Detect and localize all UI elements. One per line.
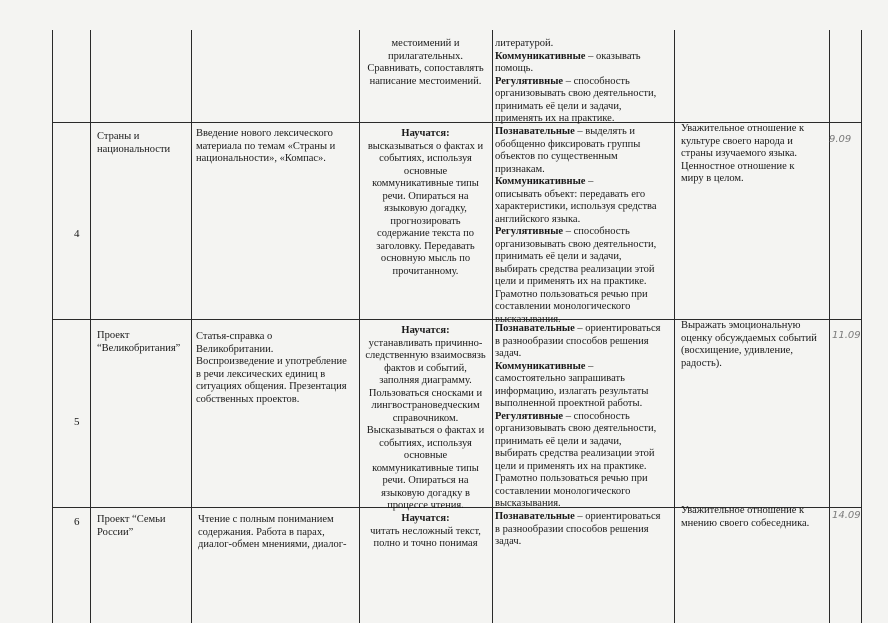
text-line: справочником.	[392, 412, 459, 424]
text-line: прочитанному.	[392, 265, 459, 277]
text-line: Регулятивные – способность	[495, 410, 630, 422]
personal-cell	[681, 123, 804, 186]
text-line: организовывать свою деятельности,	[495, 423, 657, 434]
text-line: выбирать средства реализации этой	[495, 263, 655, 275]
text-line: Уважительное отношение к	[681, 505, 805, 516]
text-line: высказывания.	[495, 498, 561, 509]
learn-cell	[360, 325, 491, 513]
text-line: Введение нового лексического	[196, 128, 333, 139]
topic-cell	[97, 131, 170, 156]
text-line: Грамотно пользоваться речью при	[495, 473, 648, 484]
text-line: лингвострановедческим	[371, 400, 480, 411]
row-number: 5	[74, 416, 80, 428]
date-mark: 11.09	[832, 330, 861, 341]
text-line: Страны и	[97, 131, 140, 142]
text-line: Пользоваться сносками и	[368, 387, 483, 399]
text-line: применять их на практике.	[495, 113, 615, 124]
date-mark: 9.09	[829, 134, 852, 145]
text-line: в речи лексических единиц в	[196, 368, 326, 380]
text-line: задач.	[495, 536, 522, 547]
text-line: коммуникативные типы	[372, 462, 479, 474]
learn-heading: Научатся:	[401, 325, 450, 336]
topic-cell	[97, 330, 180, 355]
text-line: заполняя диаграмму.	[379, 375, 472, 386]
uud-cell	[495, 126, 657, 326]
grid-line	[52, 30, 53, 623]
grid-line	[829, 30, 830, 623]
text-line: следственную взаимосвязь	[365, 350, 486, 361]
grid-line	[90, 30, 91, 623]
text-line: выполненной проектной работы.	[495, 398, 643, 409]
text-line: Познавательные – выделять и	[495, 126, 635, 137]
text-line: в разнообразии способов решения	[495, 523, 649, 535]
text-line: речи. Опираться на	[382, 475, 469, 486]
text-line: речи. Опираться на	[382, 190, 469, 202]
text-line: радость).	[681, 357, 722, 369]
grid-line	[674, 30, 675, 623]
content-cell	[198, 514, 347, 552]
learn-cell	[360, 513, 491, 551]
text-line: основную мысль по	[380, 253, 471, 264]
text-line: Регулятивные – способность	[495, 226, 630, 237]
text-line: основные	[403, 450, 448, 461]
text-line: организовывать свою деятельности,	[495, 238, 657, 250]
text-line: описывать объект: передавать его	[495, 188, 646, 200]
text-line: Выражать эмоциональную	[681, 320, 801, 331]
text-line: России”	[97, 526, 134, 538]
text-line: Коммуникативные –	[495, 360, 594, 372]
text-line: прилагательных.	[388, 50, 463, 62]
text-line: задач.	[495, 348, 522, 359]
text-line: культуре своего народа и	[681, 135, 793, 147]
personal-cell	[681, 320, 817, 370]
text-line: собственных проектов.	[196, 393, 300, 405]
text-line: цели и применять их на практике.	[495, 276, 647, 287]
text-line: составлении монологического	[495, 485, 631, 497]
text-line: коммуникативные типы	[372, 178, 479, 189]
text-line: Ценностное отношение к	[681, 160, 795, 172]
row-number: 6	[74, 516, 80, 528]
text-line: ситуациях общения. Презентация	[196, 381, 347, 392]
text-line: Грамотно пользоваться речью при	[495, 288, 648, 300]
date-mark: 14.09	[832, 510, 861, 521]
text-line: заголовку. Передавать	[376, 240, 475, 252]
topic-cell	[97, 514, 166, 539]
uud-cell	[495, 511, 660, 549]
text-line: признакам.	[495, 163, 545, 175]
text-line: национальности», «Компас».	[196, 153, 326, 164]
text-line: написание местоимений.	[369, 75, 482, 87]
text-line: объектов по существенным	[495, 151, 618, 162]
text-line: национальности	[97, 143, 171, 155]
text-line: материала по темам «Страны и	[196, 140, 336, 152]
prev-learn-cell	[360, 38, 491, 88]
text-line: страны изучаемого языка.	[681, 148, 798, 159]
text-line: организовывать свою деятельности,	[495, 88, 657, 99]
grid-line	[492, 30, 493, 623]
text-line: Чтение с полным пониманием	[198, 514, 334, 525]
text-line: составлении монологического	[495, 301, 631, 312]
text-line: содержание текста по	[377, 228, 474, 239]
text-line: Познавательные – ориентироваться	[495, 323, 661, 334]
uud-cell	[495, 323, 660, 511]
text-line: Познавательные – ориентироваться	[495, 511, 661, 522]
text-line: принимать её цели и задачи,	[495, 251, 622, 262]
text-line: Проект	[97, 330, 130, 341]
text-line: цели и применять их на практике.	[495, 460, 647, 472]
personal-cell	[681, 505, 809, 530]
text-line: оценку обсуждаемых событий	[681, 332, 817, 344]
text-line: Коммуникативные – оказывать	[495, 50, 641, 62]
text-line: Высказываться о фактах и	[366, 425, 485, 436]
text-line: устанавливать причинно-	[368, 337, 483, 349]
text-line: обобщенно фиксировать группы	[495, 138, 641, 150]
text-line: содержания. Работа в парах,	[198, 526, 325, 538]
text-line: информацию, излагать результаты	[495, 385, 649, 397]
content-cell	[196, 128, 335, 166]
text-line: самостоятельно запрашивать	[495, 373, 625, 384]
text-line: Воспроизведение и употребление	[196, 356, 347, 367]
learn-heading: Научатся:	[401, 513, 450, 524]
text-line: высказывания.	[495, 313, 561, 325]
text-line: характеристики, используя средства	[495, 201, 657, 212]
text-line: языковую догадку,	[384, 203, 467, 214]
text-line: Статья-справка о	[196, 331, 273, 342]
text-line: событиях, используя	[379, 153, 472, 164]
text-line: высказываться о фактах и	[367, 140, 484, 152]
text-line: полно и точно понимая	[373, 538, 478, 549]
grid-line	[861, 30, 862, 623]
text-line: мнению своего собеседника.	[681, 517, 810, 529]
text-line: миру в целом.	[681, 173, 744, 184]
text-line: читать несложный текст,	[370, 525, 481, 537]
text-line: местоимений и	[391, 38, 460, 49]
prev-uud-cell	[495, 38, 656, 126]
row-number: 4	[74, 228, 80, 240]
text-line: процессе чтения.	[387, 500, 464, 511]
text-line: Сравнивать, сопоставлять	[367, 63, 484, 74]
text-line: Уважительное отношение к	[681, 123, 805, 134]
text-line: Великобритании.	[196, 343, 274, 355]
text-line: событиях, используя	[379, 437, 472, 449]
learn-heading: Научатся:	[401, 128, 450, 139]
text-line: (восхищение, удивление,	[681, 345, 793, 356]
text-line: помощь.	[495, 63, 534, 74]
text-line: прогнозировать	[390, 215, 461, 227]
text-line: фактов и событий,	[384, 362, 467, 374]
text-line: Проект “Семьи	[97, 514, 166, 525]
learn-cell	[360, 128, 491, 278]
text-line: выбирать средства реализации этой	[495, 448, 655, 459]
text-line: литературой.	[495, 38, 554, 49]
text-line: английского языка.	[495, 213, 581, 225]
text-line: в разнообразии способов решения	[495, 335, 649, 347]
content-cell	[196, 331, 347, 406]
text-line: языковую догадку в	[381, 487, 470, 499]
text-line: Регулятивные – способность	[495, 75, 630, 87]
text-line: принимать её цели и задачи,	[495, 435, 622, 447]
text-line: “Великобритания”	[97, 342, 181, 354]
text-line: основные	[403, 165, 448, 177]
text-line: Коммуникативные –	[495, 176, 594, 187]
text-line: диалог-обмен мнениями, диалог-	[198, 539, 347, 550]
grid-line	[191, 30, 192, 623]
text-line: принимать её цели и задачи,	[495, 100, 622, 112]
